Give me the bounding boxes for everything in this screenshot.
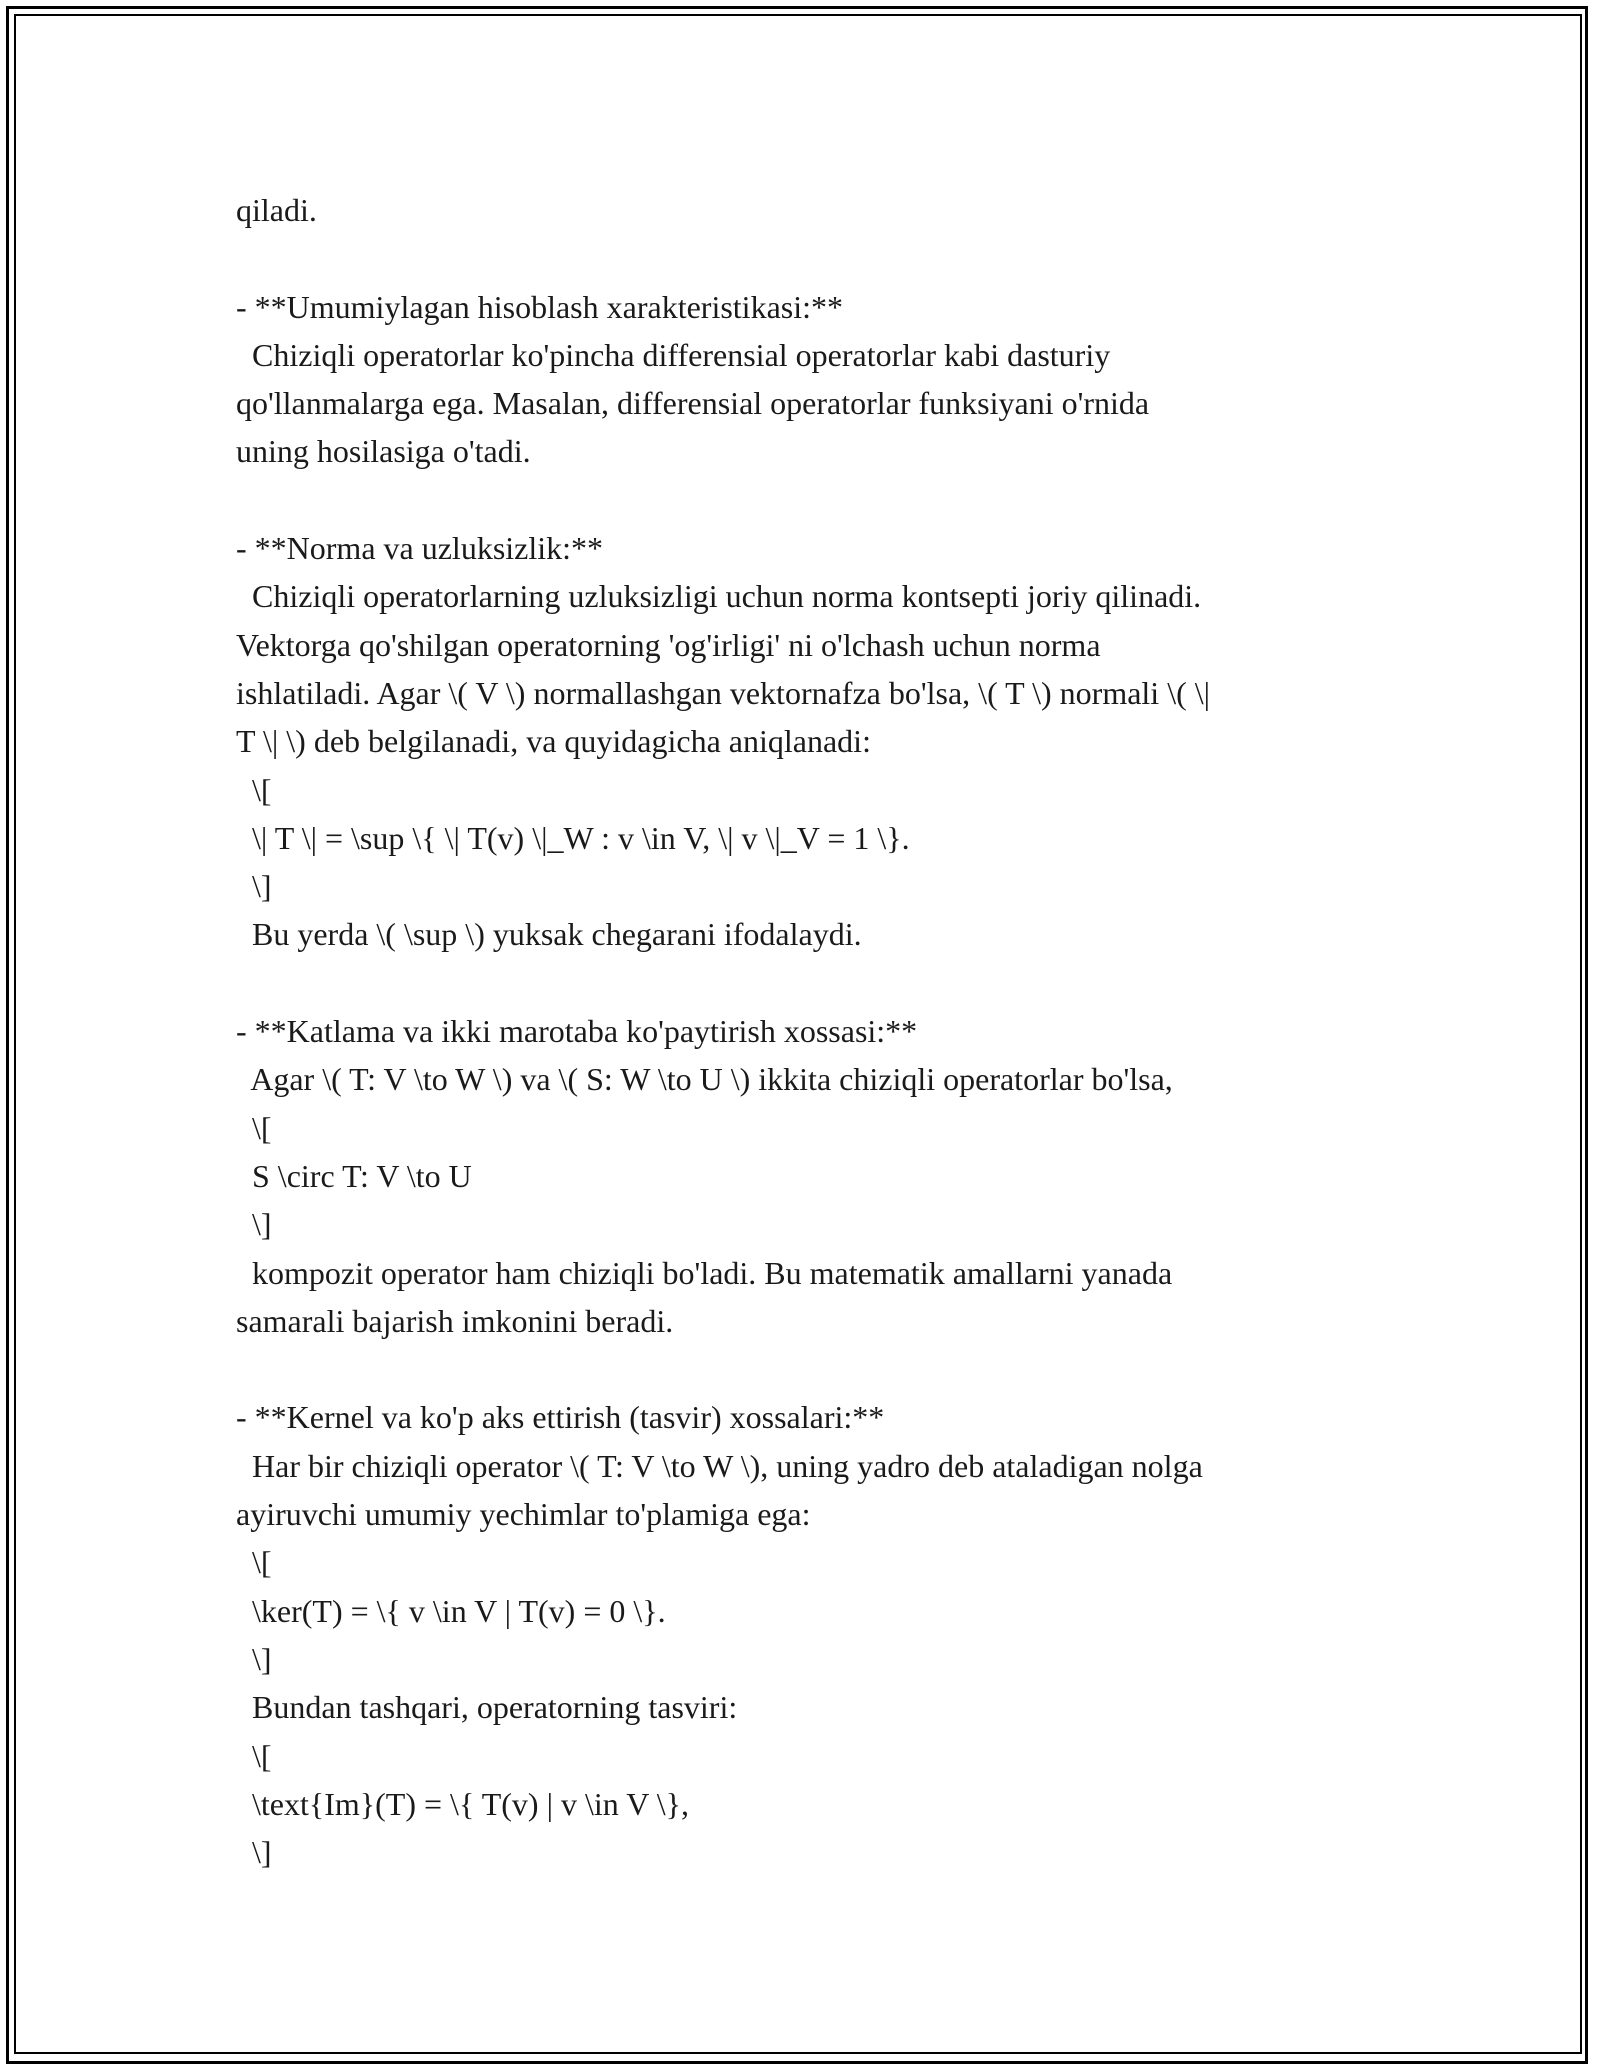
section-heading-katlama: - **Katlama va ikki marotaba ko'paytirish xossasi:**: [236, 1013, 918, 1050]
text-line: Chiziqli operatorlarning uzluksizligi uchun norma kontsepti joriy qilinadi.: [236, 578, 1202, 615]
text-line: Bundan tashqari, operatorning tasviri:: [236, 1689, 738, 1726]
text-line: qo'llanmalarga ega. Masalan, differensial operatorlar funksiyani o'rnida: [236, 385, 1150, 422]
formula-line: \ker(T) = \{ v \in V | T(v) = 0 \}.: [236, 1592, 666, 1629]
section-heading-kernel: - **Kernel va ko'p aks ettirish (tasvir) xossalari:**: [236, 1399, 885, 1436]
formula-line: \| T \| = \sup \{ \| T(v) \|_W : v \in V, \| v \|_V = 1 \}.: [236, 819, 910, 856]
text-line: qiladi.: [236, 192, 317, 228]
formula-line: \[: [236, 1109, 272, 1146]
text-line: kompozit operator ham chiziqli bo'ladi. Bu matematik amallarni yanada: [236, 1254, 1173, 1291]
section-heading-umumiylagan: - **Umumiylagan hisoblash xarakteristikasi:**: [236, 288, 843, 325]
formula-line: \]: [236, 1834, 272, 1871]
text-line: Har bir chiziqli operator \( T: V \to W \), uning yadro deb ataladigan nolga: [236, 1447, 1203, 1484]
formula-line: \text{Im}(T) = \{ T(v) | v \in V \},: [236, 1785, 689, 1822]
text-line: Agar \( T: V \to W \) va \( S: W \to U \) ikkita chiziqli operatorlar bo'lsa,: [236, 1061, 1173, 1098]
text-line: ayiruvchi umumiy yechimlar to'plamiga ega:: [236, 1496, 811, 1533]
blank-line: [236, 476, 1366, 524]
text-line: ishlatiladi. Agar \( V \) normallashgan vektornafza bo'lsa, \( T \) normali \( \|: [236, 674, 1211, 711]
formula-line: \[: [236, 771, 272, 808]
blank-line: [236, 959, 1366, 1007]
text-line: Chiziqli operatorlar ko'pincha differensial operatorlar kabi dasturiy: [236, 336, 1111, 373]
formula-line: \[: [236, 1544, 272, 1581]
blank-line: [236, 234, 1366, 282]
text-line: Bu yerda \( \sup \) yuksak chegarani ifodalaydi.: [236, 916, 862, 953]
document-body: [236, 186, 1366, 1876]
text-line: samarali bajarish imkonini beradi.: [236, 1302, 674, 1339]
section-heading-norma: - **Norma va uzluksizlik:**: [236, 530, 604, 567]
blank-line: [236, 1345, 1366, 1393]
formula-line: \]: [236, 1206, 272, 1243]
text-line: uning hosilasiga o'tadi.: [236, 433, 531, 470]
formula-line: \]: [236, 1640, 272, 1677]
text-line: Vektorga qo'shilgan operatorning 'og'irligi' ni o'lchash uchun norma: [236, 626, 1101, 663]
formula-line: \[: [236, 1737, 272, 1774]
formula-line: S \circ T: V \to U: [236, 1157, 472, 1194]
text-line: T \| \) deb belgilanadi, va quyidagicha aniqlanadi:: [236, 723, 871, 760]
formula-line: \]: [236, 868, 272, 905]
